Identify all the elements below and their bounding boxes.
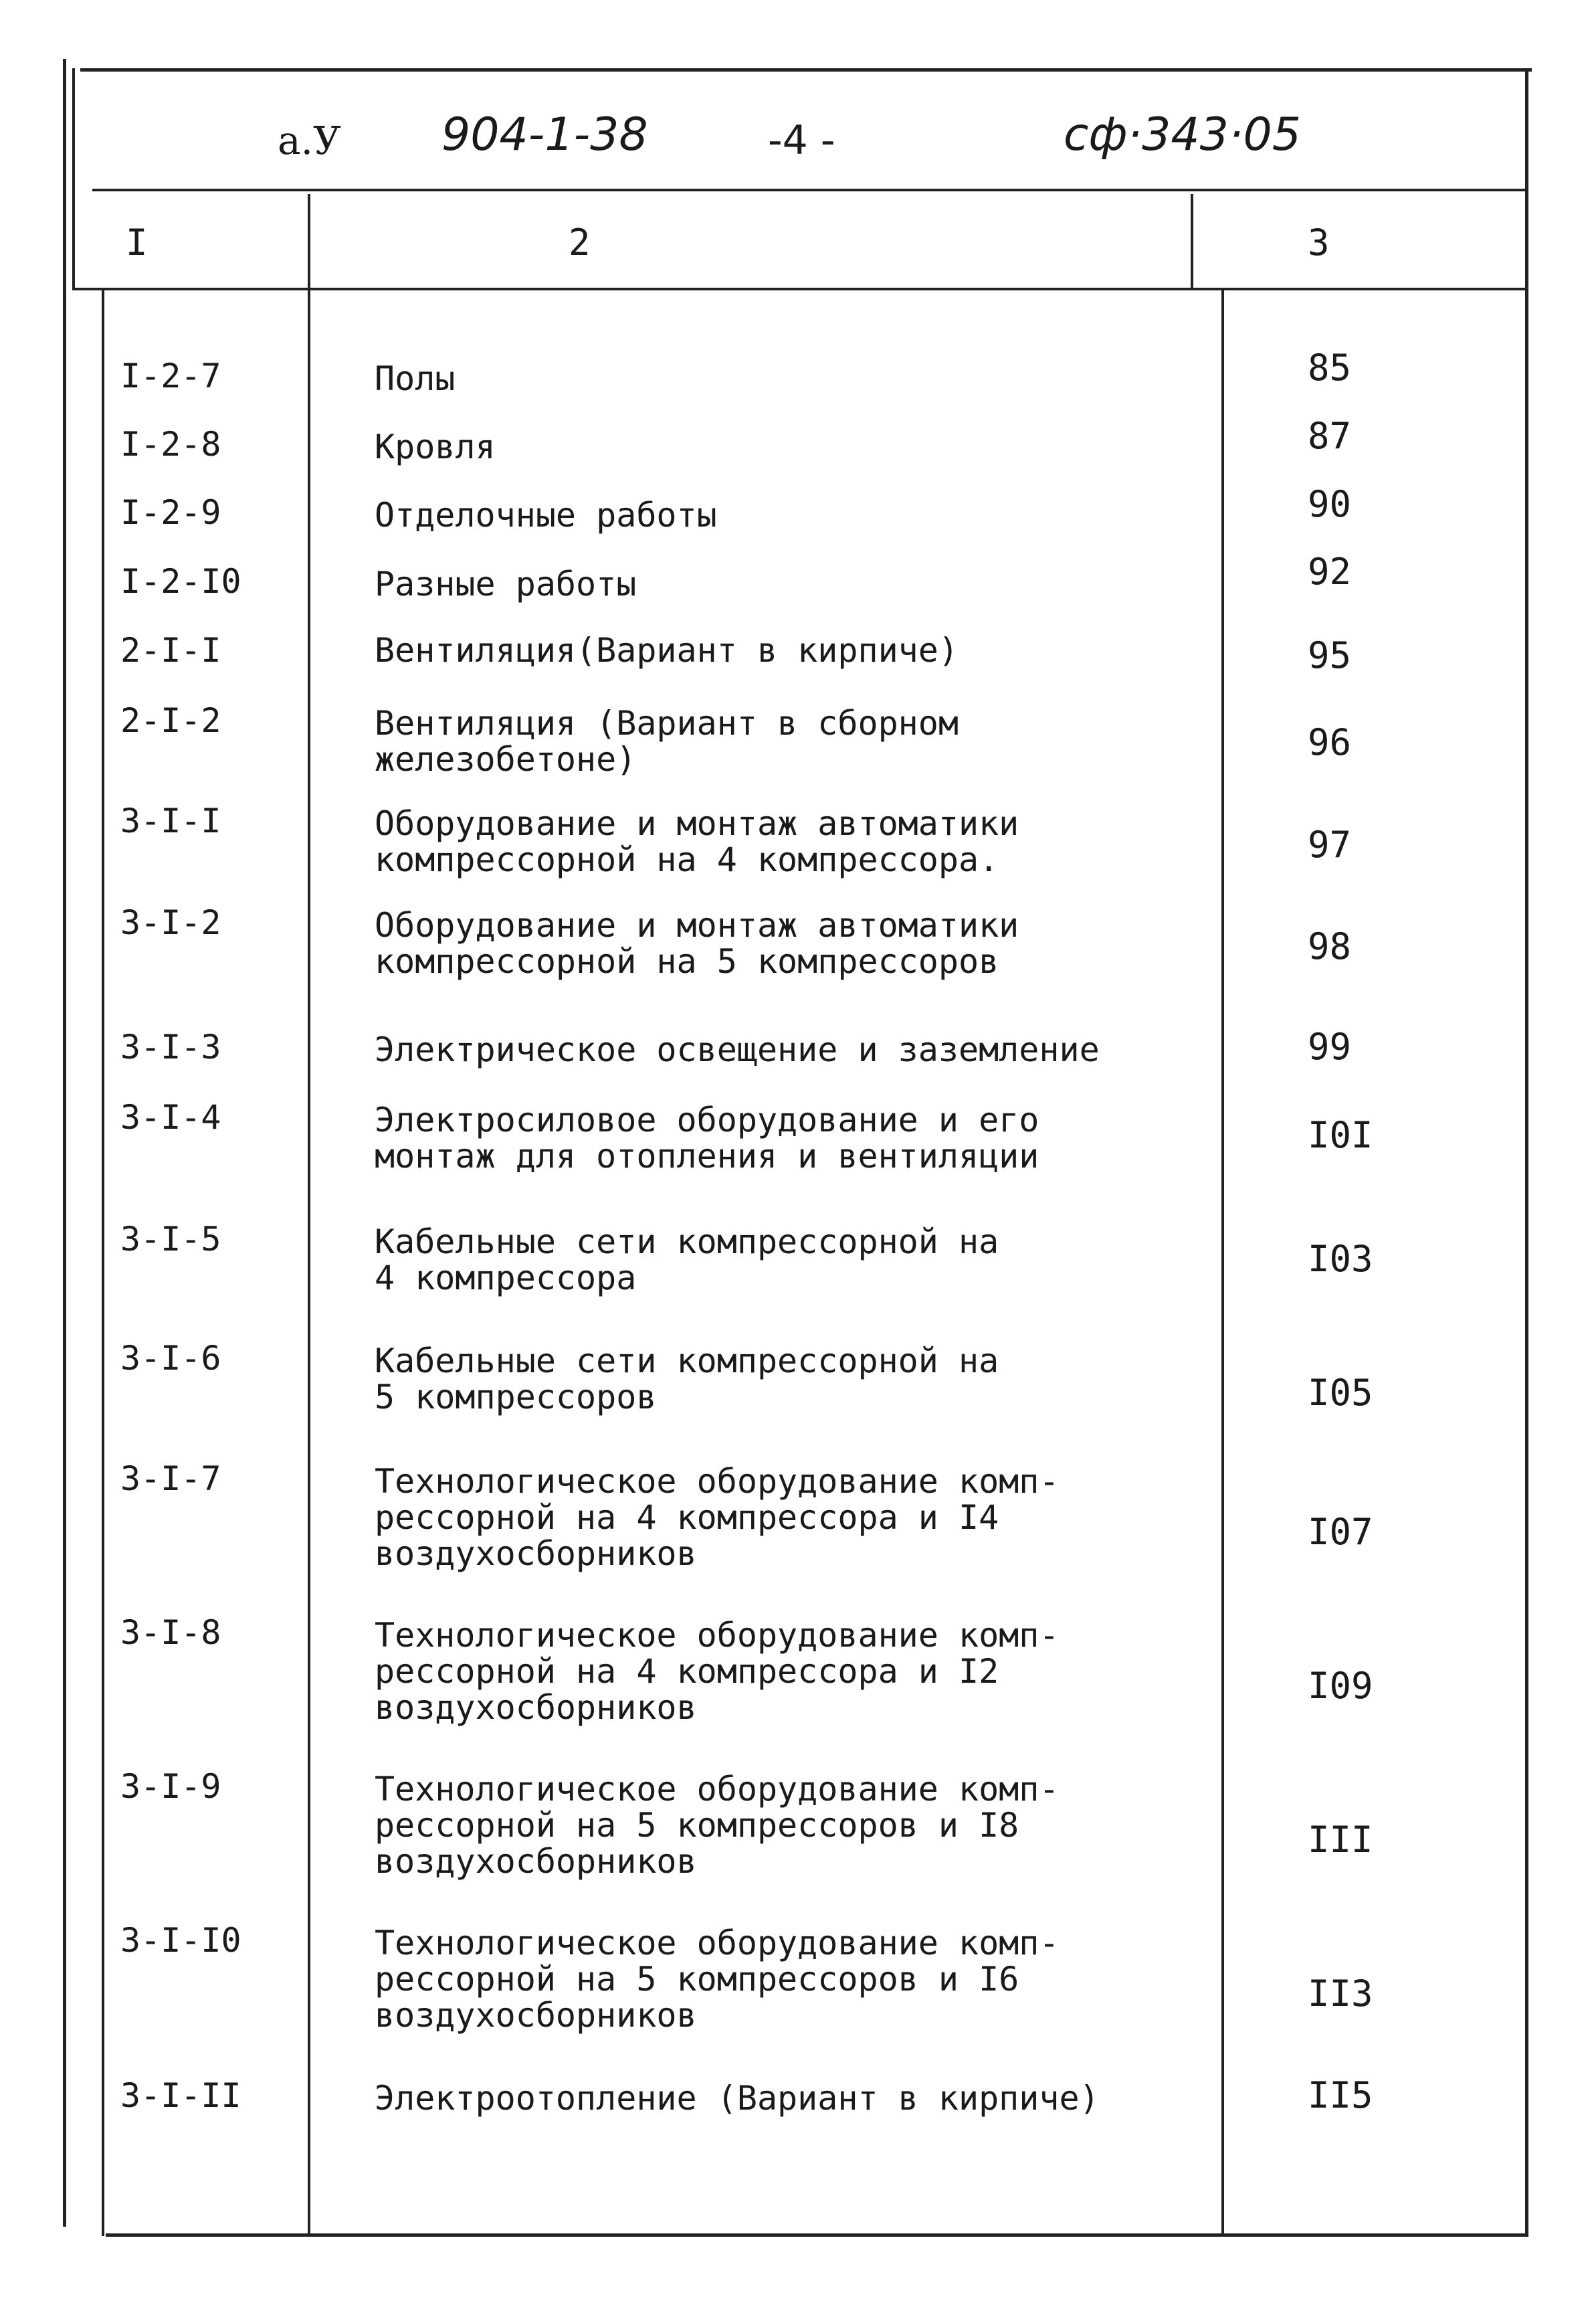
row-page: III — [1308, 1819, 1373, 1861]
row-title: Разные работы — [375, 565, 637, 604]
row-page: 96 — [1308, 721, 1352, 763]
row-code: I-2-7 — [120, 357, 221, 395]
row-title: Электроотопление (Вариант в кирпиче) — [375, 2079, 1100, 2118]
column-number-3: 3 — [1308, 221, 1330, 264]
row-title: Технологическое оборудование комп- рессорной на 4 компрессора и I4 воздухосборников — [375, 1462, 1060, 1573]
left-margin-line — [63, 59, 66, 2227]
row-code: I-2-9 — [120, 493, 221, 532]
row-page: II3 — [1308, 1972, 1373, 2015]
header-page-marker: -4 - — [768, 117, 835, 164]
row-title: Полы — [375, 359, 456, 398]
row-title: Технологическое оборудование комп- рессорной на 4 компрессора и I2 воздухосборников — [375, 1616, 1060, 1727]
row-code: 3-I-I0 — [120, 1921, 241, 1960]
row-page: I03 — [1308, 1238, 1373, 1280]
row-page: 95 — [1308, 634, 1352, 676]
row-title: Технологическое оборудование комп- рессорной на 5 компрессоров и I8 воздухосборников — [375, 1770, 1060, 1881]
row-title: Кровля — [375, 428, 496, 466]
row-code: 3-I-5 — [120, 1220, 221, 1259]
row-code: I-2-8 — [120, 425, 221, 464]
row-title: Отделочные работы — [375, 496, 717, 535]
row-code: 2-I-I — [120, 631, 221, 670]
top-border — [80, 68, 1532, 72]
row-page: I05 — [1308, 1372, 1373, 1414]
header-divider — [92, 189, 1528, 191]
row-page: 98 — [1308, 925, 1352, 967]
header-document-code: сф·343·05 — [1064, 108, 1302, 161]
row-title: Оборудование и монтаж автоматики компрессорной на 5 компрессоров — [375, 906, 1019, 981]
row-page: 99 — [1308, 1026, 1352, 1068]
row-page: I0I — [1308, 1114, 1373, 1156]
row-code: 3-I-3 — [120, 1028, 221, 1067]
row-page: 90 — [1308, 483, 1352, 525]
row-page: I09 — [1308, 1665, 1373, 1707]
row-code: I-2-I0 — [120, 562, 241, 601]
row-code: 3-I-I — [120, 802, 221, 840]
row-code: 3-I-II — [120, 2076, 241, 2115]
column-number-2: 2 — [569, 221, 591, 264]
header-series-number: 904-1-38 — [441, 108, 648, 161]
row-code: 3-I-8 — [120, 1613, 221, 1652]
row-page: II5 — [1308, 2074, 1373, 2116]
row-code: 3-I-7 — [120, 1459, 221, 1498]
column-divider-2 — [1191, 194, 1193, 288]
row-page: 97 — [1308, 824, 1352, 866]
row-code: 2-I-2 — [120, 701, 221, 740]
row-page: I07 — [1308, 1511, 1373, 1553]
frame-left — [72, 68, 75, 289]
row-title: Технологическое оборудование комп- рессорной на 5 компрессоров и I6 воздухосборников — [375, 1924, 1060, 2035]
bottom-border — [106, 2233, 1528, 2237]
row-title: Кабельные сети компрессорной на 4 компрессора — [375, 1222, 999, 1297]
row-code: 3-I-6 — [120, 1339, 221, 1378]
row-code: 3-I-4 — [120, 1098, 221, 1137]
row-page: 85 — [1308, 347, 1352, 389]
row-title: Электрическое освещение и заземление — [375, 1030, 1100, 1069]
row-title: Вентиляция(Вариант в кирпиче) — [375, 631, 959, 670]
row-title: Электросиловое оборудование и его монтаж для отопления и вентиляции — [375, 1101, 1039, 1176]
frame-right — [1525, 68, 1528, 2236]
row-page: 92 — [1308, 551, 1352, 593]
column-divider-1 — [308, 194, 310, 2236]
row-title: Вентиляция (Вариант в сборном железобетоне) — [375, 704, 959, 779]
row-title: Кабельные сети компрессорной на 5 компрессоров — [375, 1342, 999, 1416]
frame-left-lower — [102, 289, 104, 2236]
header-stamp-prefix: а.У — [278, 118, 341, 163]
column-header-divider — [72, 288, 1528, 290]
column-number-1: I — [126, 221, 148, 264]
row-code: 3-I-9 — [120, 1767, 221, 1806]
row-code: 3-I-2 — [120, 903, 221, 942]
row-title: Оборудование и монтаж автоматики компрессорной на 4 компрессора. — [375, 804, 1019, 879]
column-divider-2-lower — [1221, 288, 1224, 2236]
row-page: 87 — [1308, 415, 1352, 457]
